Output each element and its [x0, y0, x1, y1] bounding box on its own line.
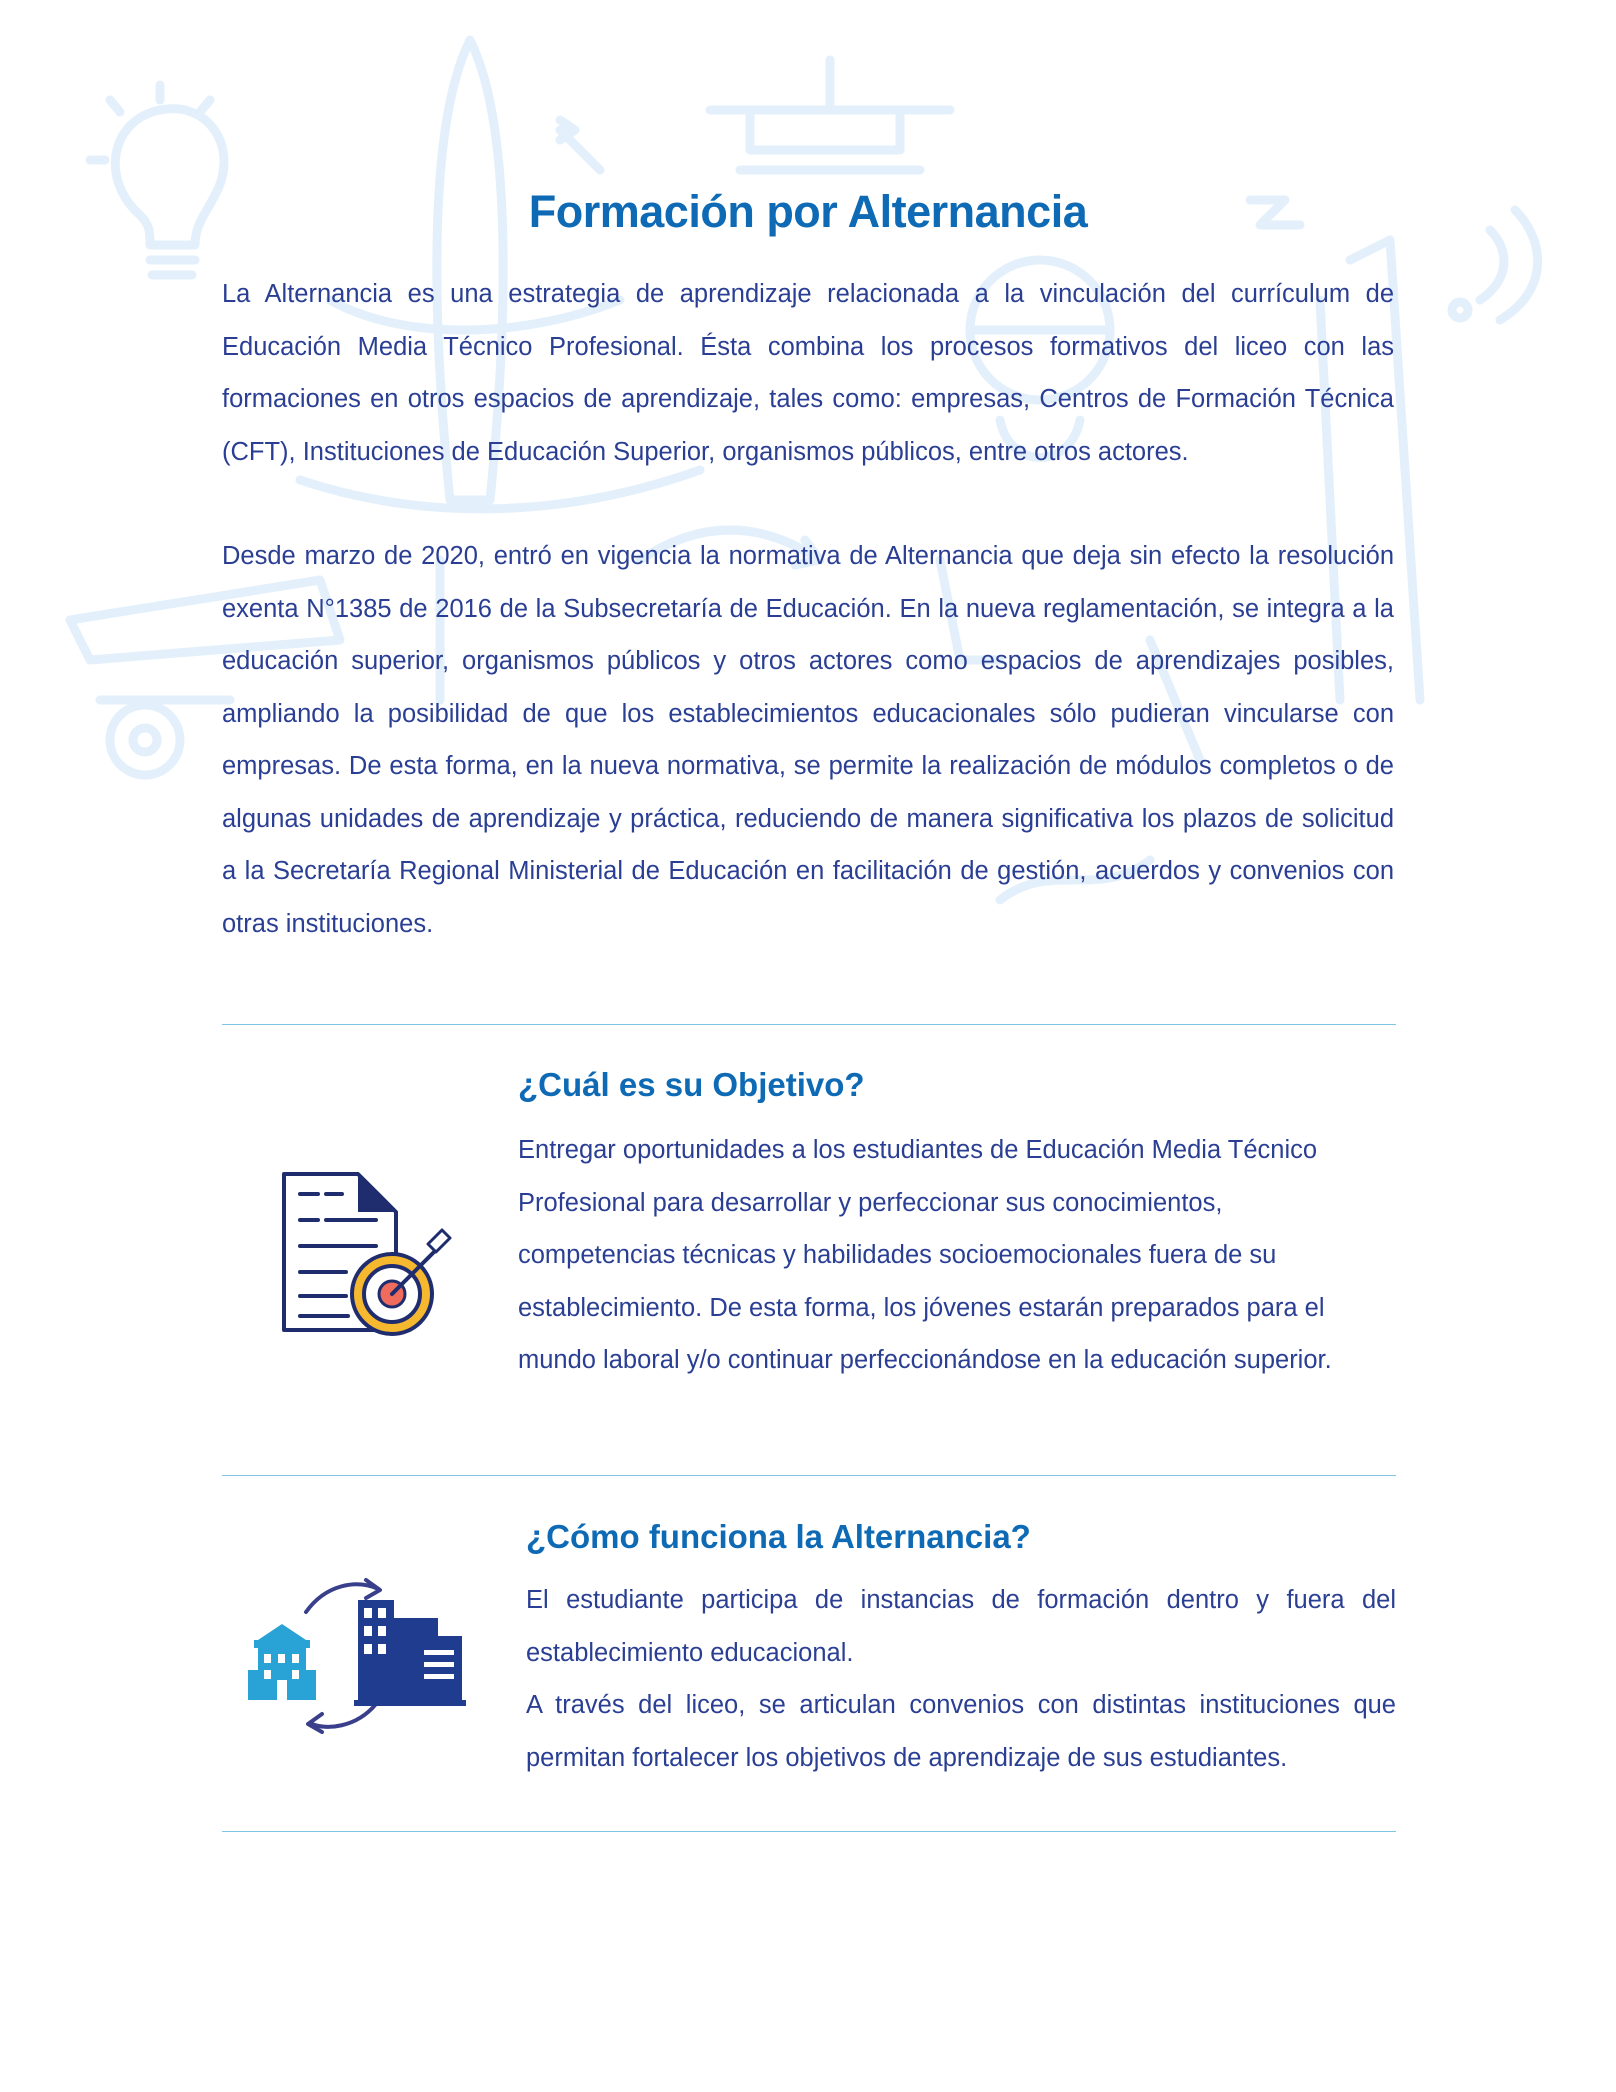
how-it-works-text-1: El estudiante participa de instancias de formación dentro y fuera del establecimiento educacional.	[526, 1586, 1396, 1667]
intro-paragraph-1: La Alternancia es una estrategia de aprendizaje relacionada a la vinculación del currículum de Educación Media Técnico Profesional. Ésta combina los procesos formativos del liceo con las formaciones en otros espacios de aprendizaje, tales como: empresas, Centros de Formación Técnica (CFT), Instituciones de Educación Superior, organismos públicos, entre otros actores.	[222, 280, 1394, 466]
objective-heading: ¿Cuál es su Objetivo?	[518, 1066, 865, 1103]
document-target-icon	[278, 1168, 458, 1338]
objective-text: Entregar oportunidades a los estudiantes de Educación Media Técnico Profesional para desarrollar y perfeccionar sus conocimientos, competencias técnicas y habilidades socioemocionales fuera de su establecimiento. De esta forma, los jóvenes estarán preparados para el mundo laboral y/o continuar perfeccionándose en la educación superior.	[518, 1136, 1332, 1374]
signal-icon	[1452, 210, 1538, 320]
page-title: Formación por Alternancia	[528, 186, 1088, 237]
buildings-exchange-icon	[246, 1578, 482, 1734]
divider	[222, 1475, 1396, 1476]
intro-paragraph-2: Desde marzo de 2020, entró en vigencia la normativa de Alternancia que deja sin efecto la resolución exenta N°1385 de 2016 de la Subsecretaría de Educación. En la nueva reglamentación, se integra a la educación superior, organismos públicos y otros actores como espacios de aprendizajes posibles, ampliando la posibilidad de que los establecimientos educacionales sólo pudieran vincularse con empresas. De esta forma, en la nueva normativa, se permite la realización de módulos completos o de algunas unidades de aprendizaje y práctica, reduciendo de manera significativa los plazos de solicitud a la Secretaría Regional Ministerial de Educación en facilitación de gestión, acuerdos y convenios con otras instituciones.	[222, 542, 1394, 938]
how-it-works-heading: ¿Cómo funciona la Alternancia?	[526, 1518, 1031, 1555]
how-it-works-text-2: A través del liceo, se articulan convenios con distintas instituciones que permitan fortalecer los objetivos de aprendizaje de sus estudiantes.	[526, 1691, 1396, 1772]
divider	[222, 1024, 1396, 1025]
drone-icon	[710, 60, 950, 170]
lightbulb-icon	[90, 85, 224, 275]
divider	[222, 1831, 1396, 1832]
